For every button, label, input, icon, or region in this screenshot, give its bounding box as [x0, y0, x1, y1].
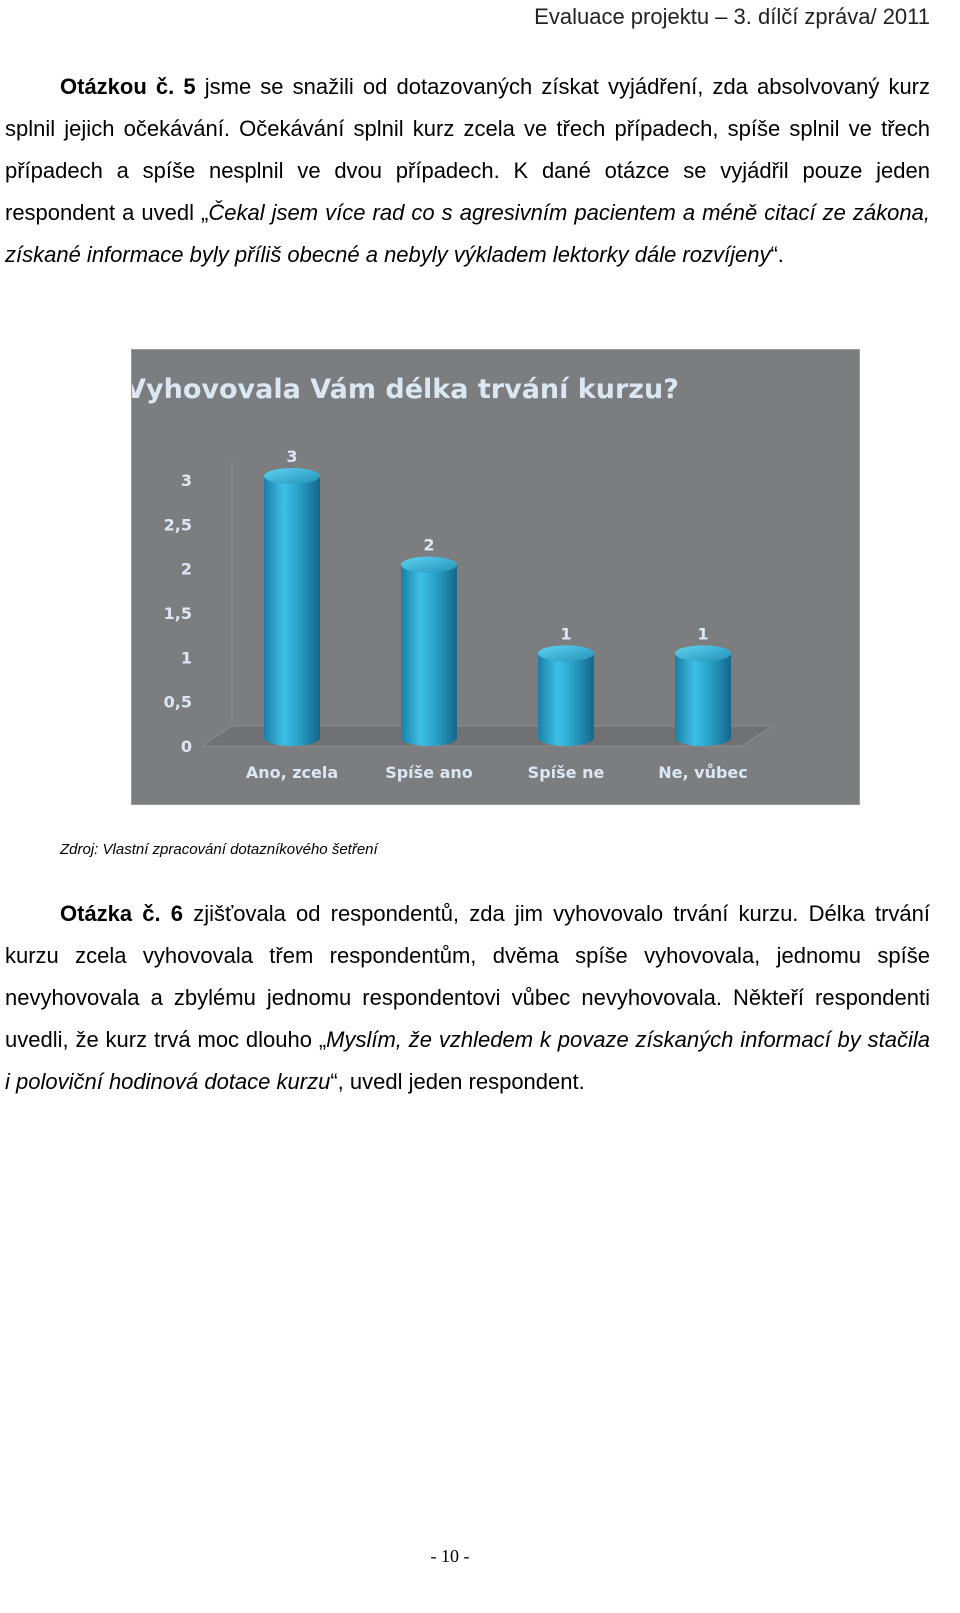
y-tick-label: 1,5 [163, 604, 192, 623]
respondent-quote: Myslím, že vzhledem k povaze získaných informací by stačila i poloviční hodinová dotace kurzu [5, 1027, 930, 1094]
paragraph-text: jsme se snažili od dotazovaných získat vyjádření, zda absolvovaný kurz splnil jejich očekávání. Očekávání splnil kurz zcela ve třech případech, spíše splnil ve třech případech a spíše nesplnil ve dvou případech. K dané otázce se vyjádřil pouze jeden respondent a uvedl „ [5, 74, 931, 225]
y-tick-label: 0 [180, 737, 192, 756]
paragraph-text: zjišťovala od respondentů, zda jim vyhovovalo trvání kurzu. Délka trvání kurzu zcela vyhovovala třem respondentům, dvěma spíše vyhovovala, jednomu spíše nevyhovovala a zbylému jednomu respondentovi vůbec nevyhovovala. Někteří respondenti uvedli, že kurz trvá moc dlouho „ [5, 901, 930, 1052]
paragraph-text-end: “, uvedl jeden respondent. [330, 1069, 585, 1094]
document-header: Evaluace projektu – 3. dílčí zpráva/ 2011 [534, 4, 930, 29]
paragraph-text-end: “. [770, 242, 784, 267]
course-duration-chart [132, 350, 859, 804]
respondent-quote: Čekal jsem více rad co s agresivním pacientem a méně citací ze zákona, získané informace byly příliš obecné a nebyly výkladem lektorky dále rozvíjeny [5, 200, 930, 267]
x-tick-label: Ano, zcela [245, 763, 339, 782]
chart-svg [132, 350, 859, 804]
question-6-lead: Otázka č. 6 [60, 901, 184, 926]
paragraph-question-5 [5, 66, 930, 276]
chart-source: Zdroj: Vlastní zpracování dotazníkového šetření [60, 841, 378, 858]
bar [401, 557, 457, 746]
x-tick-label: Ne, vůbec [658, 763, 748, 782]
bar-data-label: 1 [697, 624, 709, 644]
bar [675, 645, 731, 746]
bar [538, 645, 594, 746]
question-5-lead: Otázkou č. 5 [60, 74, 196, 99]
page-number: - 10 - [430, 1546, 470, 1566]
y-tick-label: 2 [180, 559, 192, 579]
y-tick-label: 0,5 [163, 692, 192, 712]
y-tick-label: 3 [180, 471, 192, 490]
bar [264, 468, 320, 746]
bar-data-label: 1 [560, 624, 572, 644]
bar-data-label: 3 [286, 447, 298, 466]
chart-title: Vyhovovala Vám délka trvání kurzu? [132, 374, 679, 405]
x-tick-label: Spíše ano [385, 763, 473, 782]
y-tick-label: 1 [180, 648, 192, 668]
y-tick-label: 2,5 [163, 515, 192, 535]
bar-data-label: 2 [423, 535, 435, 555]
x-tick-label: Spíše ne [527, 763, 605, 782]
paragraph-question-6 [5, 893, 930, 1103]
